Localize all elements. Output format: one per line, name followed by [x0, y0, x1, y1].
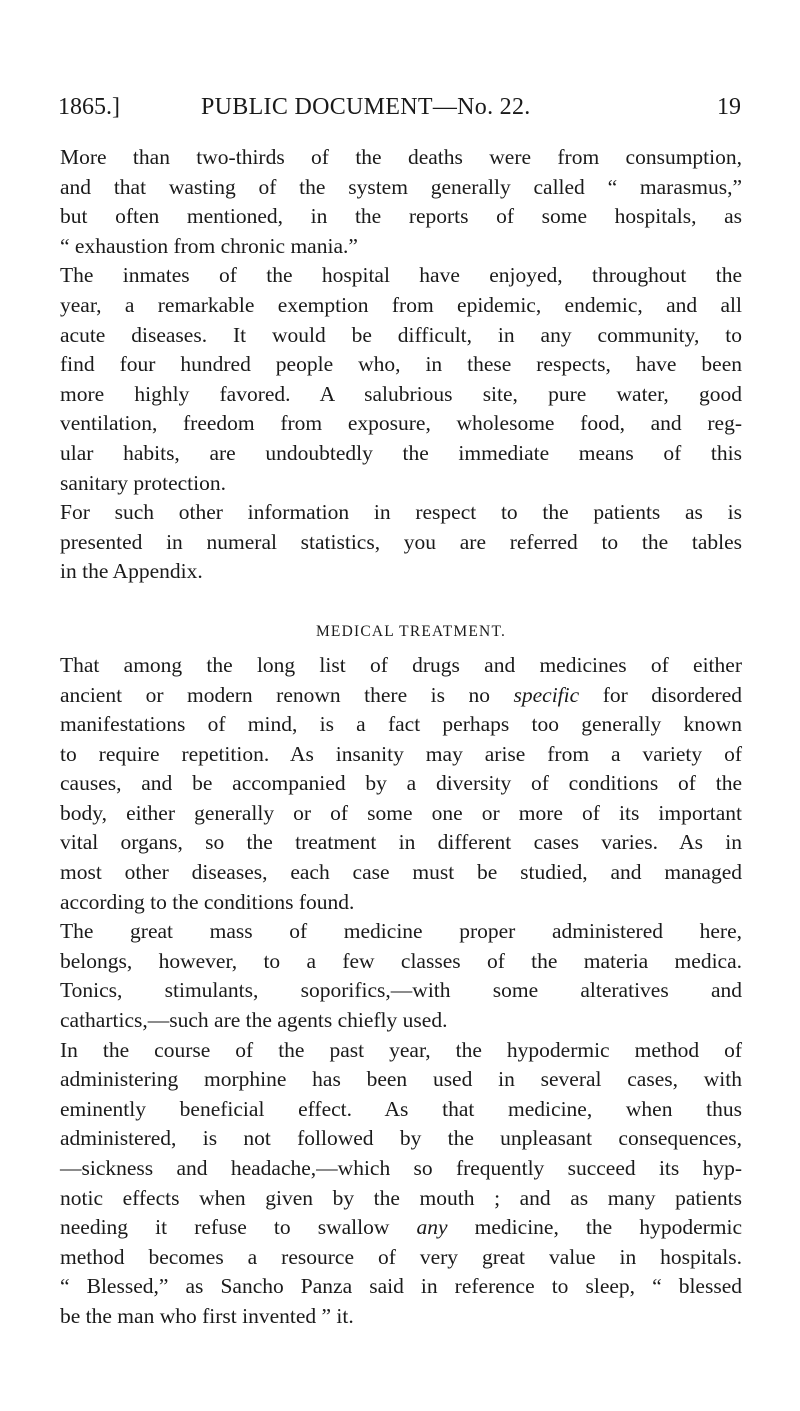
header-year: 1865.]	[58, 94, 120, 120]
text-line: ular habits, are undoubtedly the immediate means of this	[60, 440, 742, 465]
text-line: notic effects when given by the mouth ; and as many patients	[60, 1185, 742, 1210]
text-line: method becomes a resource of very great value in hospitals.	[60, 1244, 742, 1269]
page-number: 19	[717, 94, 741, 120]
running-header	[58, 92, 741, 122]
text-line: belongs, however, to a few classes of the materia medica.	[60, 948, 742, 973]
paragraph-drugs	[60, 651, 742, 917]
paragraph-materia-medica	[60, 917, 742, 1035]
paragraph-inmates	[60, 261, 742, 498]
text-line: in the Appendix.	[60, 559, 203, 584]
text-line: most other diseases, each case must be studied, and managed	[60, 860, 742, 885]
paragraph-hypodermic	[60, 1036, 742, 1332]
text-line: to require repetition. As insanity may arise from a variety of	[60, 741, 742, 766]
text-line: administered, is not followed by the unpleasant consequences,	[60, 1126, 742, 1151]
text-line: administering morphine has been used in several cases, with	[60, 1067, 742, 1092]
italic-word: specific	[513, 682, 580, 707]
header-title: PUBLIC DOCUMENT—No. 22.	[201, 94, 531, 120]
text-line: Tonics, stimulants, soporifics,—with some alteratives and	[60, 978, 742, 1003]
text-line	[60, 681, 742, 711]
text-line: cathartics,—such are the agents chiefly used.	[60, 1008, 448, 1033]
text-line: presented in numeral statistics, you are referred to the tables	[60, 529, 742, 554]
text-line: vital organs, so the treatment in different cases varies. As in	[60, 830, 742, 855]
text-line: according to the conditions found.	[60, 889, 355, 914]
text-line: More than two-thirds of the deaths were from consumption,	[60, 145, 742, 169]
text-line: The great mass of medicine proper administered here,	[60, 919, 742, 944]
text-line: be the man who first invented ” it.	[60, 1303, 354, 1328]
text-line: ventilation, freedom from exposure, wholesome food, and reg-	[60, 411, 742, 436]
text-line: year, a remarkable exemption from epidemic, endemic, and all	[60, 292, 742, 317]
text-line: The inmates of the hospital have enjoyed, throughout the	[60, 263, 742, 288]
text-line: find four hundred people who, in these respects, have been	[60, 352, 742, 377]
text-fragment: ancient or modern renown there is no	[60, 682, 490, 707]
paragraph-deaths	[60, 143, 742, 261]
text-fragment: for disordered	[602, 682, 743, 707]
text-line: more highly favored. A salubrious site, pure water, good	[60, 381, 742, 406]
text-line: eminently beneficial effect. As that medicine, when thus	[60, 1096, 742, 1121]
text-fragment: medicine, the hypodermic	[474, 1215, 743, 1240]
text-line: and that wasting of the system generally called “ marasmus,”	[60, 174, 742, 199]
text-line: but often mentioned, in the reports of some hospitals, as	[60, 204, 742, 229]
text-line: In the course of the past year, the hypodermic method of	[60, 1037, 742, 1062]
text-line: causes, and be accompanied by a diversity of conditions of the	[60, 771, 742, 796]
text-line: acute diseases. It would be difficult, in any community, to	[60, 322, 742, 347]
text-line: sanitary protection.	[60, 470, 226, 495]
text-line: body, either generally or of some one or more of its important	[60, 800, 742, 825]
text-line: That among the long list of drugs and medicines of either	[60, 652, 742, 677]
paragraph-statistics	[60, 498, 742, 587]
text-line: manifestations of mind, is a fact perhaps too generally known	[60, 712, 742, 737]
text-line: —sickness and headache,—which so frequently succeed its hyp-	[60, 1156, 742, 1180]
text-line: “ exhaustion from chronic mania.”	[60, 233, 358, 258]
italic-word: any	[416, 1215, 448, 1240]
text-line: For such other information in respect to the patients as is	[60, 500, 742, 525]
text-fragment: needing it refuse to swallow	[60, 1215, 390, 1240]
section-heading: MEDICAL TREATMENT.	[315, 622, 507, 640]
text-line	[60, 1213, 742, 1243]
body-text	[60, 143, 742, 1332]
text-line: “ Blessed,” as Sancho Panza said in reference to sleep, “ blessed	[60, 1274, 742, 1299]
